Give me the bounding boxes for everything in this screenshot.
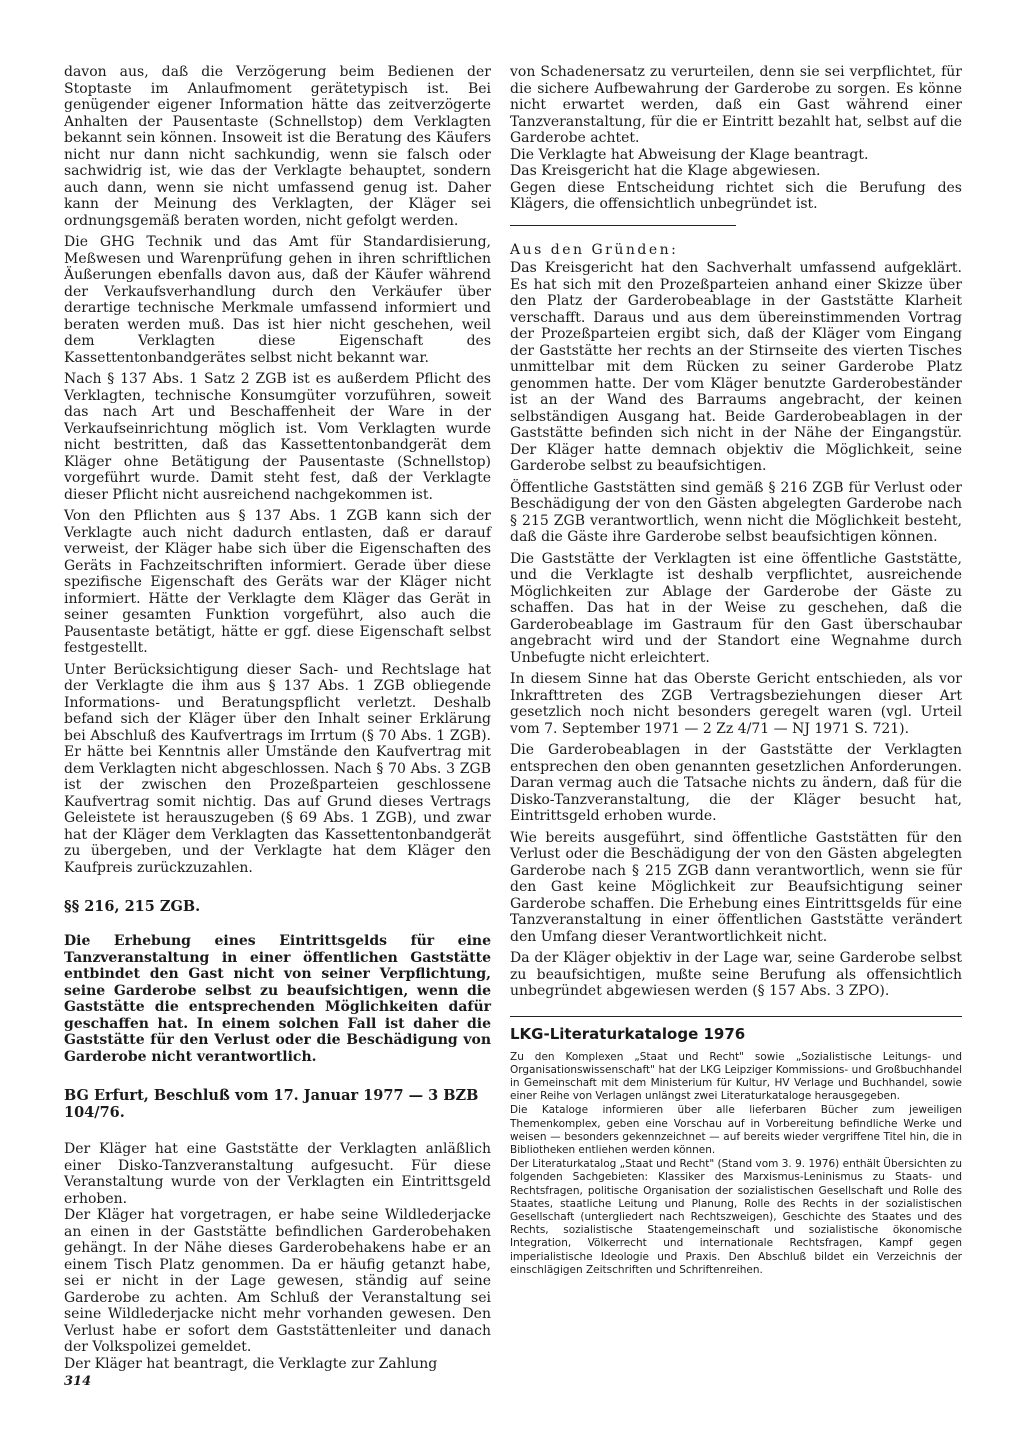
box-title: LKG-Literaturkataloge 1976	[510, 1024, 746, 1043]
right-column	[510, 64, 962, 1277]
page-number: 314	[64, 1374, 92, 1389]
section-divider	[510, 225, 736, 226]
body-paragraph: In diesem Sinne hat das Oberste Gericht entschieden, als vor Inkrafttreten des ZGB Vertragsbeziehungen dieser Art gesetzlich noch nicht besonders geregelt waren (vgl. Urteil vom 7. September 1971 — 2 Zz 4/71 — NJ 1971 S. 721).	[510, 671, 962, 737]
box-paragraph: Die Kataloge informieren über alle lieferbaren Bücher zum jeweiligen Themenkomplex, geben eine Vorschau auf in Vorbereitung befindliche Werke und weisen — besonders gekennzeichnet — auf bereits wieder vergriffene Titel hin, die in Bibliotheken entliehen werden können.	[510, 1104, 962, 1156]
body-paragraph: Die Garderobeablagen in der Gaststätte der Verklagten entsprechen den oben genannten gesetzlichen Anforderungen. Daran vermag auch die Tatsache nichts zu ändern, daß für die Disko-Tanzveranstaltung, die der Kläger besucht hat, Eintrittsgeld erhoben wurde.	[510, 742, 962, 824]
body-paragraph: Da der Kläger objektiv in der Lage war, seine Garderobe selbst zu beaufsichtigen, mußte seine Berufung als offensichtlich unbegründet abgewiesen werden (§ 157 Abs. 3 ZPO).	[510, 950, 962, 999]
body-paragraph: davon aus, daß die Verzögerung beim Bedienen der Stoptaste im Anlaufmoment gerätetypisch ist. Bei genügender eigener Information hätte das zeitverzögerte Anhalten der Pausentaste (Schnellstop) dem Verklagten bekannt sein können. Insoweit ist die Beratung des Käufers nicht nur dann nicht sachkundig, wenn sie falsch oder sachwidrig ist, wie das der Verklagte behauptet, sondern auch dann, wenn sie nicht umfassend genug ist. Daher kann der Meinung des Verklagten, der Kläger sei ordnungsgemäß beraten worden, nicht gefolgt werden.	[64, 64, 491, 229]
body-paragraph: Von den Pflichten aus § 137 Abs. 1 ZGB kann sich der Verklagte auch nicht dadurch entlasten, daß er darauf verweist, der Kläger habe sich über die Eigenschaften des Geräts in Fachzeitschriften informiert. Gerade über diese spezifische Eigenschaft des Geräts war der Kläger nicht informiert. Hätte der Verklagte dem Kläger das Gerät in seiner gesamten Funktion vorgeführt, also auch die Pausentaste betätigt, hätte er ggf. diese Eigenschaft selbst festgestellt.	[64, 508, 491, 656]
body-paragraph: Unter Berücksichtigung dieser Sach- und Rechtslage hat der Verklagte die ihm aus § 137 Abs. 1 ZGB obliegende Informations- und Beratungspflicht verletzt. Deshalb befand sich der Kläger über den Inhalt seiner Erklärung bei Abschluß des Kaufvertrags im Irrtum (§ 70 Abs. 1 ZGB). Er hätte bei Kenntnis aller Umstände den Kaufvertrag mit dem Verklagten nicht abgeschlossen. Nach § 70 Abs. 3 ZGB ist der zwischen den Prozeßparteien geschlossene Kaufvertrag somit nichtig. Das auf Grund dieses Vertrags Geleistete ist herauszugeben (§ 69 Abs. 1 ZGB), und zwar hat der Kläger dem Verklagten das Kassettentonbandgerät zu übergeben, und der Verklagte hat dem Kläger den Kaufpreis zurückzuzahlen.	[64, 661, 491, 876]
body-paragraph: Gegen diese Entscheidung richtet sich die Berufung des Klägers, die offensichtlich unbegründet ist.	[510, 179, 962, 212]
body-paragraph: Nach § 137 Abs. 1 Satz 2 ZGB ist es außerdem Pflicht des Verklagten, technische Konsumgüter vorzuführen, soweit das nach Art und Beschaffenheit der Ware in der Verkaufseinrichtung möglich ist. Vom Verklagten wurde nicht bestritten, daß das Kassettentonbandgerät dem Kläger ohne Betätigung der Pausentaste (Schnellstop) vorgeführt wurde. Damit steht fest, daß der Verklagte dieser Pflicht nicht ausreichend nachgekommen ist.	[64, 371, 491, 503]
section-heading: §§ 216, 215 ZGB.	[64, 898, 201, 915]
body-paragraph: Das Kreisgericht hat den Sachverhalt umfassend aufgeklärt. Es hat sich mit den Prozeßparteien anhand einer Skizze über den Platz der Garderobeablage in der Gaststätte Klarheit verschafft. Daraus und aus dem übereinstimmenden Vortrag der Prozeßparteien ergibt sich, daß der Kläger vom Eingang der Gaststätte her rechts an der Stirnseite des vierten Tisches unmittelbar mit dem Rücken zu seiner Garderobe Platz genommen hatte. Der vom Kläger benutzte Garderobeständer ist an der Wand des Barraums angebracht, der keinen selbständigen Ausgang hat. Beide Garderobeablagen in der Gaststätte befinden sich nicht in der Nähe der Eingangstür. Der Kläger hatte demnach objektiv die Möglichkeit, seine Garderobe selbst zu beaufsichtigen.	[510, 260, 962, 474]
body-paragraph: Öffentliche Gaststätten sind gemäß § 216 ZGB für Verlust oder Beschädigung der von den Gästen abgelegten Garderobe nach § 215 ZGB verantwortlich, wenn nicht die Möglichkeit besteht, daß die Gäste ihre Garderobe selbst beaufsichtigen können.	[510, 479, 962, 545]
box-paragraph: Der Literaturkatalog „Staat und Recht" (Stand vom 3. 9. 1976) enthält Übersichten zu folgenden Sachgebieten: Klassiker des Marxismus-Leninismus zu Staats- und Rechtsfragen, politische Organisation der sozialistischen Gesellschaft und Rolle des Staates, staatliche Leitung und Planung, Rolle des Rechts in der sozialistischen Gesellschaft (untergliedert nach Rechtszweigen), Geschichte des Staates und des Rechts, sozialistische Staatengemeinschaft und sozialistische ökonomische Integration, Völkerrecht und internationale Rechtsfragen, Kampf gegen imperialistische Ideologie und Praxis. Den Abschluß bildet ein Verzeichnis der einschlägigen Zeitschriften und Schriftenreihen.	[510, 1158, 962, 1276]
body-paragraph: Die Verklagte hat Abweisung der Klage beantragt.	[510, 146, 869, 163]
box-divider	[510, 1016, 962, 1017]
body-paragraph: Der Kläger hat vorgetragen, er habe seine Wildlederjacke an einen in der Gaststätte befindlichen Garderobehaken gehängt. In der Nähe dieses Garderobehakens habe er an einem Tisch Platz genommen. Da er häufig getanzt habe, sei er nicht in der Lage gewesen, ständig auf seine Garderobe zu achten. Am Schluß der Veranstaltung sei seine Wildlederjacke nicht mehr vorhanden gewesen. Den Verlust habe er sofort dem Gaststättenleiter und danach der Volkspolizei gemeldet.	[64, 1207, 491, 1355]
headnote: Die Erhebung eines Eintrittsgelds für eine Tanzveranstaltung in einer öffentlichen Gaststätte entbindet den Gast nicht von seiner Verpflichtung, seine Garderobe selbst zu beaufsichtigen, wenn die Gaststätte die entsprechenden Möglichkeiten dafür geschaffen hat. In einem solchen Fall ist daher die Gaststätte für den Verlust oder die Beschädigung von Garderobe nicht verantwortlich.	[64, 933, 491, 1065]
body-paragraph: Das Kreisgericht hat die Klage abgewiesen.	[510, 163, 821, 179]
body-paragraph: Die GHG Technik und das Amt für Standardisierung, Meßwesen und Warenprüfung gehen in ihren schriftlichen Äußerungen ebenfalls davon aus, daß der Käufer während der Verkaufsverhandlung durch den Verkäufer über derartige technische Merkmale umfassend informiert und beraten werden muß. Das ist hier nicht geschehen, weil dem Verklagten diese Eigenschaft des Kassettentonbandgerätes selbst nicht bekannt war.	[64, 234, 491, 366]
body-paragraph: Der Kläger hat beantragt, die Verklagte zur Zahlung	[64, 1355, 438, 1372]
left-column	[64, 64, 491, 1372]
reasons-heading: Aus den Gründen:	[510, 241, 679, 258]
body-paragraph: Wie bereits ausgeführt, sind öffentliche Gaststätten für den Verlust oder die Beschädigung der von den Gästen abgelegten Garderobe nach § 215 ZGB dann verantwortlich, wenn sie für den Gast keine Möglichkeit zur Beaufsichtigung seiner Garderobe schaffen. Die Erhebung eines Eintrittsgelds für eine Tanzveranstaltung in einer öffentlichen Gaststätte verändert den Umfang dieser Verantwortlichkeit nicht.	[510, 829, 962, 945]
case-citation: BG Erfurt, Beschluß vom 17. Januar 1977 — 3 BZB 104/76.	[64, 1087, 479, 1121]
literature-notice-box	[510, 1025, 962, 1277]
body-paragraph: Der Kläger hat eine Gaststätte der Verklagten anläßlich einer Disko-Tanzveranstaltung aufgesucht. Für diese Veranstaltung wurde von der Verklagten ein Eintrittsgeld erhoben.	[64, 1141, 491, 1207]
body-paragraph: Die Gaststätte der Verklagten ist eine öffentliche Gaststätte, und die Verklagte ist deshalb verpflichtet, ausreichende Möglichkeiten zur Ablage der Garderobe der Gäste zu schaffen. Das hat in der Weise zu geschehen, daß die Garderobeablage im Gastraum für den Gast überschaubar angebracht wird und der Standort eine Wegnahme durch Unbefugte nicht erleichtert.	[510, 550, 962, 666]
box-paragraph: Zu den Komplexen „Staat und Recht" sowie „Sozialistische Leitungs- und Organisationswissenschaft" hat der LKG Leipziger Kommissions- und Großbuchhandel in Gemeinschaft mit dem Ministerium für Kultur, HV Verlage und Buchhandel, sowie einer Reihe von Verlagen unlängst zwei Literaturkataloge herausgegeben.	[510, 1050, 962, 1103]
body-paragraph: von Schadenersatz zu verurteilen, denn sie sei verpflichtet, für die sichere Aufbewahrung der Garderobe zu sorgen. Es könne nicht erwartet werden, daß ein Gast während einer Tanzveranstaltung, für die er Eintritt bezahlt hat, selbst auf die Garderobe achtet.	[510, 64, 962, 146]
